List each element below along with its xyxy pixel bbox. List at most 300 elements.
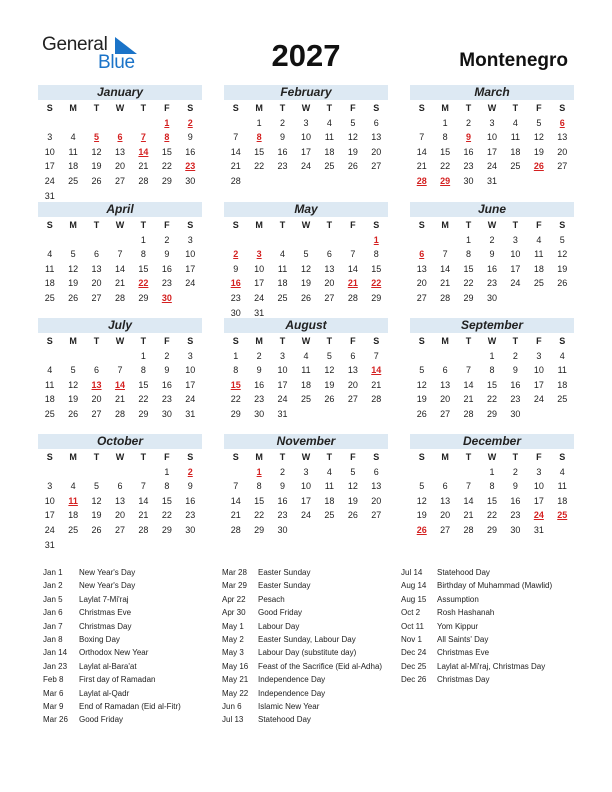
day-cell: 8: [256, 481, 262, 492]
holiday-day-cell: 15: [230, 379, 241, 390]
holiday-day-cell: 28: [416, 175, 427, 186]
holiday-name: New Year's Day: [79, 568, 136, 577]
day-cell: 24: [44, 524, 55, 535]
day-cell: 21: [138, 161, 149, 172]
day-cell: 1: [442, 117, 448, 128]
day-cell: 23: [277, 161, 288, 172]
holiday-entry: [43, 579, 233, 592]
day-cell: 11: [557, 481, 567, 492]
day-cell: 17: [510, 263, 521, 274]
holiday-entry: [43, 646, 233, 659]
weekday-label: F: [164, 336, 170, 346]
day-cell: 9: [512, 481, 518, 492]
day-cell: 20: [371, 146, 382, 157]
day-cell: 16: [486, 263, 497, 274]
day-cell: 2: [466, 117, 472, 128]
holiday-date: Mar 6: [43, 688, 64, 698]
day-cell: 31: [486, 175, 497, 186]
day-cell: 18: [533, 263, 544, 274]
day-cell: 11: [324, 132, 335, 143]
holiday-date: May 21: [222, 675, 249, 685]
empty-day-cell: [410, 349, 433, 364]
day-cell: 10: [185, 365, 196, 376]
empty-day-cell: [318, 174, 341, 189]
month-july: [38, 318, 202, 422]
month-april: [38, 202, 202, 306]
day-cell: 12: [347, 481, 358, 492]
holiday-date: Mar 29: [222, 581, 247, 591]
month-header: July: [38, 318, 202, 333]
holiday-column: [401, 566, 591, 687]
holiday-name: New Year's Day: [79, 581, 136, 591]
day-cell: 8: [140, 365, 146, 376]
day-cell: 17: [185, 379, 196, 390]
day-cell: 3: [47, 132, 53, 143]
day-cell: 3: [280, 350, 286, 361]
day-cell: 16: [277, 495, 288, 506]
weekday-label: S: [418, 336, 425, 346]
weekday-label: M: [69, 452, 77, 462]
holiday-day-cell: 26: [533, 161, 544, 172]
day-cell: 20: [440, 510, 451, 521]
week-row: [224, 247, 388, 262]
holiday-day-cell: 14: [138, 146, 149, 157]
day-cell: 18: [68, 510, 79, 521]
empty-day-cell: [61, 189, 84, 204]
weekday-label: M: [69, 220, 77, 230]
week-row: [38, 262, 202, 277]
empty-day-cell: [551, 291, 574, 306]
holiday-entry: [43, 606, 233, 619]
week-row: [410, 276, 574, 291]
day-cell: 26: [324, 394, 335, 405]
day-cell: 17: [254, 278, 265, 289]
empty-day-cell: [108, 189, 131, 204]
day-cell: 15: [138, 379, 149, 390]
day-cell: 9: [489, 249, 495, 260]
holiday-entry: [401, 660, 591, 673]
day-cell: 4: [326, 117, 332, 128]
day-cell: 20: [557, 146, 568, 157]
holiday-entry: [401, 593, 591, 606]
weekday-row: [38, 101, 202, 116]
empty-day-cell: [341, 174, 364, 189]
day-cell: 22: [440, 161, 451, 172]
empty-day-cell: [527, 174, 550, 189]
day-cell: 9: [164, 365, 170, 376]
holiday-name: Good Friday: [258, 608, 303, 618]
holiday-date: Apr 30: [222, 608, 246, 618]
weekday-label: S: [418, 103, 425, 113]
day-cell: 12: [68, 263, 79, 274]
holiday-name: Good Friday: [79, 715, 124, 725]
weekday-row: [224, 218, 388, 233]
day-cell: 16: [510, 495, 521, 506]
day-cell: 17: [44, 161, 55, 172]
day-cell: 5: [303, 249, 309, 260]
week-row: [38, 174, 202, 189]
weekday-label: W: [115, 336, 125, 346]
day-cell: 19: [68, 278, 79, 289]
holiday-name: Birthday of Muhammad (Mawlid): [437, 581, 553, 591]
day-cell: 2: [164, 350, 170, 361]
day-cell: 27: [114, 524, 125, 535]
weekday-label: T: [465, 103, 472, 113]
week-row: [224, 378, 388, 393]
holiday-date: Mar 9: [43, 701, 64, 711]
holiday-day-cell: 1: [256, 466, 262, 477]
day-cell: 27: [347, 394, 358, 405]
week-row: [224, 392, 388, 407]
day-cell: 22: [486, 510, 497, 521]
day-cell: 27: [440, 524, 451, 535]
day-cell: 12: [347, 132, 358, 143]
day-cell: 27: [91, 292, 102, 303]
holiday-date: Jul 13: [222, 715, 244, 725]
weekday-label: S: [373, 336, 380, 346]
weekday-label: F: [536, 452, 542, 462]
day-cell: 10: [254, 263, 265, 274]
weekday-label: S: [46, 452, 53, 462]
empty-day-cell: [294, 174, 317, 189]
day-cell: 13: [324, 263, 335, 274]
day-cell: 24: [300, 510, 311, 521]
empty-day-cell: [61, 116, 84, 131]
day-cell: 2: [256, 350, 262, 361]
day-cell: 5: [350, 117, 356, 128]
holiday-entry: [222, 700, 412, 713]
weekday-label: W: [487, 452, 497, 462]
day-cell: 30: [230, 307, 241, 318]
empty-day-cell: [85, 189, 108, 204]
empty-day-cell: [224, 233, 247, 248]
day-cell: 23: [161, 394, 172, 405]
day-cell: 28: [463, 408, 474, 419]
day-cell: 2: [164, 234, 170, 245]
day-cell: 28: [347, 292, 358, 303]
day-cell: 14: [440, 263, 451, 274]
day-cell: 29: [254, 524, 265, 535]
empty-day-cell: [527, 291, 550, 306]
holiday-name: Laylat al-Mi'raj, Christmas Day: [437, 661, 546, 671]
day-cell: 25: [533, 278, 544, 289]
weekday-label: S: [232, 103, 239, 113]
holiday-day-cell: 6: [559, 117, 565, 128]
day-cell: 12: [91, 146, 102, 157]
day-cell: 28: [440, 292, 451, 303]
weekday-row: [410, 101, 574, 116]
holiday-day-cell: 22: [138, 278, 149, 289]
day-cell: 7: [117, 249, 123, 260]
day-cell: 8: [373, 249, 379, 260]
day-cell: 24: [510, 278, 521, 289]
day-cell: 14: [347, 263, 358, 274]
empty-day-cell: [132, 116, 155, 131]
day-cell: 6: [94, 365, 100, 376]
empty-day-cell: [457, 349, 480, 364]
day-cell: 3: [536, 466, 542, 477]
holiday-date: Aug 14: [401, 581, 427, 591]
day-cell: 17: [300, 495, 311, 506]
empty-day-cell: [365, 523, 388, 538]
weekday-label: T: [465, 220, 472, 230]
holiday-entry: [43, 687, 233, 700]
day-cell: 5: [94, 481, 100, 492]
empty-day-cell: [132, 189, 155, 204]
day-cell: 21: [416, 161, 427, 172]
weekday-label: T: [93, 103, 100, 113]
day-cell: 17: [277, 379, 288, 390]
day-cell: 29: [138, 408, 149, 419]
day-cell: 14: [138, 495, 149, 506]
weekday-label: W: [301, 336, 311, 346]
weekday-label: T: [512, 452, 519, 462]
day-cell: 24: [185, 394, 196, 405]
day-cell: 21: [114, 278, 125, 289]
day-cell: 23: [161, 278, 172, 289]
week-row: [410, 479, 574, 494]
week-row: [38, 276, 202, 291]
empty-day-cell: [132, 465, 155, 480]
day-cell: 14: [416, 146, 427, 157]
holiday-name: Assumption: [437, 594, 479, 604]
day-cell: 7: [117, 365, 123, 376]
week-row: [38, 538, 202, 553]
holiday-name: Pesach: [258, 594, 285, 604]
holiday-name: Statehood Day: [437, 568, 490, 577]
weekday-label: F: [350, 220, 356, 230]
holiday-name: Laylat al-Bara'at: [79, 661, 137, 671]
day-cell: 5: [419, 481, 425, 492]
weekday-label: F: [350, 452, 356, 462]
empty-day-cell: [85, 349, 108, 364]
month-header: May: [224, 202, 388, 217]
day-cell: 12: [300, 263, 311, 274]
holiday-day-cell: 2: [233, 249, 239, 260]
empty-day-cell: [294, 233, 317, 248]
empty-day-cell: [527, 407, 550, 422]
logo-blue-text: Blue: [98, 52, 135, 73]
empty-day-cell: [365, 407, 388, 422]
holiday-day-cell: 1: [164, 117, 170, 128]
day-cell: 6: [326, 249, 332, 260]
weekday-label: W: [301, 220, 311, 230]
day-cell: 7: [233, 132, 239, 143]
holiday-column: [222, 566, 412, 727]
week-row: [410, 116, 574, 131]
holiday-entry: [43, 673, 233, 686]
weekday-label: W: [115, 452, 125, 462]
day-cell: 24: [44, 175, 55, 186]
day-cell: 6: [94, 249, 100, 260]
day-cell: 28: [230, 524, 241, 535]
day-cell: 27: [114, 175, 125, 186]
day-cell: 15: [463, 263, 474, 274]
holiday-day-cell: 2: [187, 466, 193, 477]
empty-day-cell: [85, 465, 108, 480]
day-cell: 31: [533, 524, 544, 535]
day-cell: 12: [533, 132, 544, 143]
week-row: [224, 276, 388, 291]
day-cell: 3: [187, 350, 193, 361]
day-cell: 28: [230, 175, 241, 186]
weekday-label: W: [301, 452, 311, 462]
weekday-label: F: [350, 103, 356, 113]
day-cell: 16: [161, 379, 172, 390]
holiday-name: Laylat al-Qadr: [79, 688, 130, 698]
weekday-label: W: [487, 103, 497, 113]
holiday-name: Independence Day: [258, 688, 326, 698]
day-cell: 9: [280, 132, 286, 143]
month-june: [410, 202, 574, 306]
day-cell: 17: [486, 146, 497, 157]
weekday-row: [224, 101, 388, 116]
day-cell: 27: [371, 161, 382, 172]
day-cell: 10: [533, 365, 544, 376]
day-cell: 27: [324, 292, 335, 303]
weekday-label: F: [164, 103, 170, 113]
day-cell: 13: [114, 495, 125, 506]
holiday-name: Christmas Day: [79, 621, 132, 631]
holiday-day-cell: 6: [117, 132, 123, 143]
empty-day-cell: [179, 291, 202, 306]
empty-day-cell: [108, 538, 131, 553]
day-cell: 7: [419, 132, 425, 143]
empty-day-cell: [61, 465, 84, 480]
day-cell: 29: [486, 408, 497, 419]
day-cell: 29: [486, 524, 497, 535]
weekday-label: T: [326, 220, 333, 230]
day-cell: 8: [489, 481, 495, 492]
weekday-label: T: [93, 452, 100, 462]
day-cell: 30: [510, 408, 521, 419]
day-cell: 24: [486, 161, 497, 172]
empty-day-cell: [294, 523, 317, 538]
weekday-label: T: [279, 336, 286, 346]
holiday-date: Nov 1: [401, 634, 422, 644]
day-cell: 30: [185, 524, 196, 535]
day-cell: 21: [230, 510, 241, 521]
month-header: October: [38, 434, 202, 449]
weekday-label: S: [232, 452, 239, 462]
weekday-label: T: [326, 103, 333, 113]
week-row: [224, 479, 388, 494]
week-row: [224, 407, 388, 422]
weekday-label: S: [373, 452, 380, 462]
holiday-day-cell: 30: [161, 292, 172, 303]
weekday-label: S: [187, 452, 194, 462]
day-cell: 23: [463, 161, 474, 172]
holiday-entry: [222, 673, 412, 686]
day-cell: 20: [324, 278, 335, 289]
day-cell: 7: [373, 350, 379, 361]
month-header: March: [410, 85, 574, 100]
day-cell: 4: [536, 234, 542, 245]
weekday-label: S: [559, 220, 566, 230]
day-cell: 22: [463, 278, 474, 289]
weekday-label: M: [441, 103, 449, 113]
month-august: [224, 318, 388, 422]
holiday-day-cell: 24: [533, 510, 544, 521]
empty-day-cell: [318, 523, 341, 538]
day-cell: 19: [557, 263, 568, 274]
empty-day-cell: [224, 465, 247, 480]
holiday-entry: [222, 593, 412, 606]
week-row: [224, 494, 388, 509]
day-cell: 3: [536, 350, 542, 361]
day-cell: 10: [185, 249, 196, 260]
empty-day-cell: [224, 116, 247, 131]
holiday-date: May 3: [222, 648, 244, 658]
holiday-date: Jan 1: [43, 568, 63, 577]
holiday-date: Feb 8: [43, 675, 64, 685]
month-header: September: [410, 318, 574, 333]
empty-day-cell: [433, 349, 456, 364]
day-cell: 30: [486, 292, 497, 303]
weekday-label: T: [279, 220, 286, 230]
day-cell: 18: [557, 379, 568, 390]
day-cell: 30: [510, 524, 521, 535]
day-cell: 7: [442, 249, 448, 260]
day-cell: 25: [510, 161, 521, 172]
week-row: [224, 145, 388, 160]
weekday-label: F: [536, 336, 542, 346]
day-cell: 29: [138, 292, 149, 303]
day-cell: 19: [416, 510, 427, 521]
holiday-date: Mar 26: [43, 715, 68, 725]
day-cell: 14: [463, 495, 474, 506]
holiday-entry: [401, 620, 591, 633]
weekday-label: S: [46, 103, 53, 113]
weekday-label: T: [465, 452, 472, 462]
holiday-column: [43, 566, 233, 727]
day-cell: 22: [254, 161, 265, 172]
weekday-label: W: [115, 220, 125, 230]
day-cell: 6: [373, 466, 379, 477]
day-cell: 19: [416, 394, 427, 405]
weekday-label: S: [232, 220, 239, 230]
day-cell: 19: [347, 495, 358, 506]
weekday-label: S: [418, 452, 425, 462]
day-cell: 1: [489, 350, 495, 361]
day-cell: 23: [185, 510, 196, 521]
day-cell: 21: [371, 379, 382, 390]
empty-day-cell: [365, 174, 388, 189]
weekday-label: M: [69, 336, 77, 346]
empty-day-cell: [271, 233, 294, 248]
day-cell: 7: [466, 365, 472, 376]
weekday-row: [224, 334, 388, 349]
weekday-label: S: [559, 103, 566, 113]
weekday-label: T: [512, 220, 519, 230]
day-cell: 10: [300, 481, 311, 492]
weekday-label: M: [441, 220, 449, 230]
weekday-label: S: [187, 103, 194, 113]
day-cell: 17: [533, 495, 544, 506]
weekday-label: M: [255, 452, 263, 462]
month-header: November: [224, 434, 388, 449]
holiday-date: Aug 15: [401, 594, 427, 604]
weekday-label: F: [164, 220, 170, 230]
day-cell: 25: [324, 161, 335, 172]
day-cell: 13: [557, 132, 568, 143]
day-cell: 14: [230, 146, 241, 157]
week-row: [38, 247, 202, 262]
day-cell: 11: [45, 379, 55, 390]
month-september: [410, 318, 574, 422]
day-cell: 26: [91, 175, 102, 186]
day-cell: 6: [117, 481, 123, 492]
